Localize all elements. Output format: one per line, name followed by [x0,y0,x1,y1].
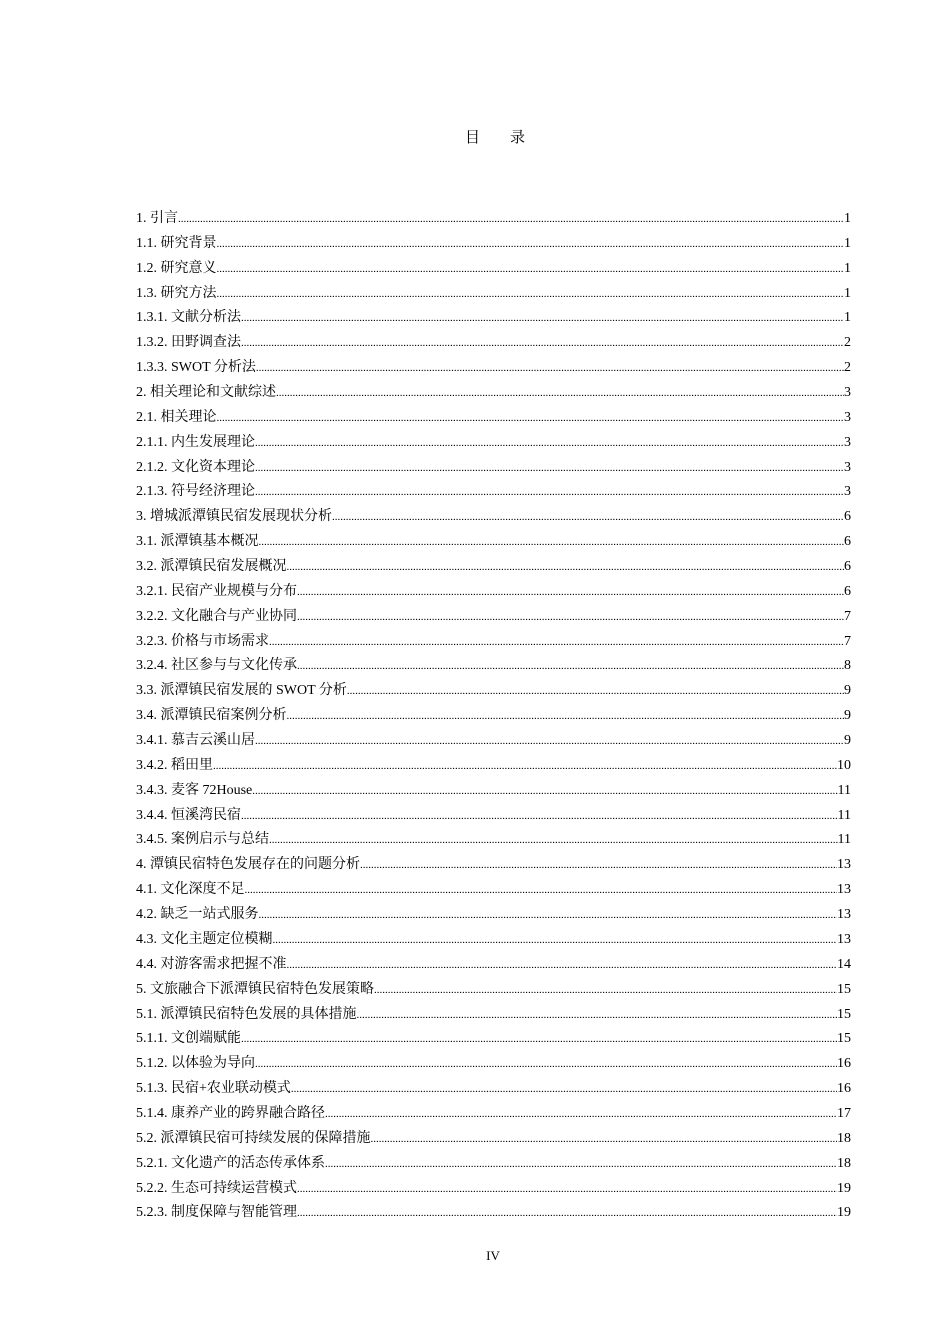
toc-entry-page: 7 [844,633,851,649]
toc-entry[interactable] [136,456,851,481]
toc-dot-leader [255,431,844,456]
toc-entry-page: 19 [837,1180,851,1196]
toc-entry[interactable] [136,630,851,655]
toc-entry-label: 5. 文旅融合下派潭镇民宿特色发展策略 [136,981,374,997]
toc-dot-leader [252,779,837,804]
toc-entry-label: 2.1. 相关理论 [136,409,217,425]
toc-entry[interactable] [136,1027,851,1052]
toc-entry[interactable] [136,878,851,903]
toc-entry-page: 9 [844,733,851,749]
toc-entry-page: 11 [837,782,851,798]
toc-entry[interactable] [136,1127,851,1152]
toc-entry-label: 3.1. 派潭镇基本概况 [136,534,259,550]
toc-entry[interactable] [136,331,851,356]
toc-entry[interactable] [136,928,851,953]
table-of-contents [136,207,851,1226]
toc-entry-label: 4.1. 文化深度不足 [136,882,245,898]
toc-entry-label: 4.2. 缺乏一站式服务 [136,907,259,923]
toc-entry[interactable] [136,1077,851,1102]
toc-entry[interactable] [136,406,851,431]
toc-entry-label: 3.2.3. 价格与市场需求 [136,633,269,649]
toc-entry[interactable] [136,779,851,804]
toc-entry-label: 3.4.2. 稻田里 [136,757,213,773]
page-title-char-1: 目 [464,130,480,146]
toc-entry-page: 3 [844,484,851,500]
toc-entry[interactable] [136,853,851,878]
toc-entry[interactable] [136,306,851,331]
toc-entry-label: 1.3. 研究方法 [136,285,217,301]
toc-entry[interactable] [136,232,851,257]
toc-entry-label: 3.2.1. 民宿产业规模与分布 [136,583,297,599]
toc-entry[interactable] [136,1052,851,1077]
toc-entry-page: 19 [837,1205,851,1221]
toc-entry-label: 5.1.3. 民宿+农业联动模式 [136,1081,291,1097]
toc-entry[interactable] [136,1003,851,1028]
toc-entry-page: 9 [844,708,851,724]
toc-entry-label: 1.2. 研究意义 [136,260,217,276]
toc-entry[interactable] [136,704,851,729]
page-number: IV [486,1248,500,1263]
toc-entry-label: 5.2.2. 生态可持续运营模式 [136,1180,297,1196]
toc-dot-leader [287,953,838,978]
toc-dot-leader [245,878,838,903]
toc-dot-leader [297,1177,837,1202]
toc-dot-leader [213,754,837,779]
toc-dot-leader [259,530,845,555]
toc-entry-page: 15 [837,981,851,997]
toc-entry[interactable] [136,1102,851,1127]
toc-entry[interactable] [136,207,851,232]
toc-entry-label: 3.4.4. 恒溪湾民宿 [136,807,241,823]
toc-entry[interactable] [136,356,851,381]
toc-entry-page: 3 [844,459,851,475]
toc-dot-leader [259,903,838,928]
toc-entry-label: 5.1.2. 以体验为导向 [136,1056,255,1072]
toc-entry-label: 3.4.3. 麦客 72House [136,782,253,798]
toc-dot-leader [347,679,844,704]
toc-entry-label: 3.4. 派潭镇民宿案例分析 [136,708,287,724]
toc-entry-page: 13 [837,882,851,898]
toc-entry-label: 3.2.4. 社区参与与文化传承 [136,658,297,674]
toc-entry-page: 1 [844,211,851,226]
toc-entry-page: 13 [837,907,851,923]
toc-dot-leader [287,704,845,729]
toc-entry-page: 18 [837,1155,851,1171]
toc-dot-leader [273,928,838,953]
toc-entry-page: 11 [837,832,851,848]
toc-entry[interactable] [136,754,851,779]
toc-entry-page: 1 [844,235,851,251]
toc-entry-page: 2 [844,335,851,351]
toc-entry[interactable] [136,580,851,605]
page-title-char-2: 录 [510,130,526,146]
toc-entry-page: 16 [837,1056,851,1072]
toc-entry-page: 6 [844,509,851,525]
toc-entry-page: 3 [844,385,851,401]
toc-entry[interactable] [136,505,851,530]
toc-entry[interactable] [136,903,851,928]
toc-entry[interactable] [136,828,851,853]
toc-entry-page: 13 [837,857,851,873]
toc-entry-page: 3 [844,434,851,450]
toc-entry[interactable] [136,1152,851,1177]
toc-entry[interactable] [136,257,851,282]
toc-entry[interactable] [136,978,851,1003]
toc-dot-leader [276,381,844,406]
toc-entry-page: 9 [844,683,851,699]
toc-entry-page: 7 [844,608,851,624]
toc-entry-label: 5.1. 派潭镇民宿特色发展的具体措施 [136,1006,357,1022]
page-title [0,126,950,147]
toc-dot-leader [217,406,845,431]
toc-entry-page: 6 [844,534,851,550]
toc-entry-page: 6 [844,559,851,575]
toc-entry-label: 2.1.2. 文化资本理论 [136,459,255,475]
toc-entry-label: 5.2. 派潭镇民宿可持续发展的保障措施 [136,1130,371,1146]
toc-entry-label: 4.3. 文化主题定位模糊 [136,931,273,947]
toc-entry-page: 16 [837,1081,851,1097]
toc-dot-leader [255,480,844,505]
toc-entry-label: 2. 相关理论和文献综述 [136,385,276,401]
toc-dot-leader [241,804,838,829]
toc-entry[interactable] [136,555,851,580]
toc-entry[interactable] [136,530,851,555]
toc-entry-label: 2.1.1. 内生发展理论 [136,434,255,450]
toc-entry[interactable] [136,729,851,754]
toc-entry-page: 3 [844,409,851,425]
toc-dot-leader [217,257,845,282]
toc-dot-leader [374,978,837,1003]
toc-dot-leader [241,306,844,331]
toc-entry-label: 1. 引言 [136,211,178,226]
toc-entry-label: 5.2.1. 文化遗产的活态传承体系 [136,1155,325,1171]
toc-dot-leader [297,654,844,679]
toc-entry-page: 18 [837,1130,851,1146]
toc-dot-leader [241,331,844,356]
toc-dot-leader [291,1077,837,1102]
toc-dot-leader [269,630,844,655]
toc-entry-page: 1 [844,310,851,326]
toc-dot-leader [297,580,844,605]
toc-dot-leader [357,1003,838,1028]
toc-entry[interactable] [136,282,851,307]
toc-entry[interactable] [136,605,851,630]
toc-entry-label: 4. 潭镇民宿特色发展存在的问题分析 [136,857,360,873]
toc-entry[interactable] [136,654,851,679]
toc-entry-page: 11 [837,807,851,823]
toc-entry-page: 14 [837,956,851,972]
toc-entry-label: 3.2.2. 文化融合与产业协同 [136,608,297,624]
toc-dot-leader [371,1127,838,1152]
toc-entry-label: 3.4.1. 慕吉云溪山居 [136,733,255,749]
toc-entry-label: 5.2.3. 制度保障与智能管理 [136,1205,297,1221]
toc-entry-page: 2 [844,360,851,376]
toc-dot-leader [269,828,838,853]
toc-dot-leader [255,1052,837,1077]
toc-entry-page: 10 [837,757,851,773]
toc-dot-leader [256,356,844,381]
toc-entry-label: 3.2. 派潭镇民宿发展概况 [136,559,287,575]
toc-entry[interactable] [136,381,851,406]
toc-dot-leader [332,505,844,530]
toc-dot-leader [217,232,845,257]
toc-dot-leader [241,1027,837,1052]
toc-entry[interactable] [136,1201,851,1226]
toc-dot-leader [255,729,844,754]
toc-entry-label: 1.3.2. 田野调查法 [136,335,241,351]
toc-entry-label: 5.1.1. 文创端赋能 [136,1031,241,1047]
toc-entry[interactable] [136,431,851,456]
toc-entry[interactable] [136,679,851,704]
toc-dot-leader [360,853,837,878]
toc-dot-leader [255,456,844,481]
toc-entry-page: 13 [837,931,851,947]
toc-entry-label: 1.3.1. 文献分析法 [136,310,241,326]
toc-dot-leader [325,1152,837,1177]
toc-entry-page: 15 [837,1006,851,1022]
toc-entry[interactable] [136,804,851,829]
toc-entry-label: 1.1. 研究背景 [136,235,217,251]
toc-entry-label: 3.3. 派潭镇民宿发展的 SWOT 分析 [136,683,347,699]
toc-dot-leader [325,1102,837,1127]
toc-entry-page: 15 [837,1031,851,1047]
toc-dot-leader [287,555,845,580]
toc-entry-label: 2.1.3. 符号经济理论 [136,484,255,500]
toc-entry-label: 3. 增城派潭镇民宿发展现状分析 [136,509,332,525]
toc-entry[interactable] [136,480,851,505]
toc-dot-leader [297,605,844,630]
toc-entry-label: 5.1.4. 康养产业的跨界融合路径 [136,1105,325,1121]
toc-entry[interactable] [136,953,851,978]
toc-entry-label: 4.4. 对游客需求把握不准 [136,956,287,972]
toc-entry-page: 17 [837,1105,851,1121]
toc-dot-leader [178,207,844,232]
toc-entry-page: 1 [844,260,851,276]
toc-entry-page: 6 [844,583,851,599]
toc-dot-leader [297,1201,837,1226]
toc-entry-page: 8 [844,658,851,674]
toc-entry-label: 1.3.3. SWOT 分析法 [136,360,256,376]
toc-entry[interactable] [136,1177,851,1202]
toc-entry-page: 1 [844,285,851,301]
toc-dot-leader [217,282,845,307]
toc-entry-label: 3.4.5. 案例启示与总结 [136,832,269,848]
